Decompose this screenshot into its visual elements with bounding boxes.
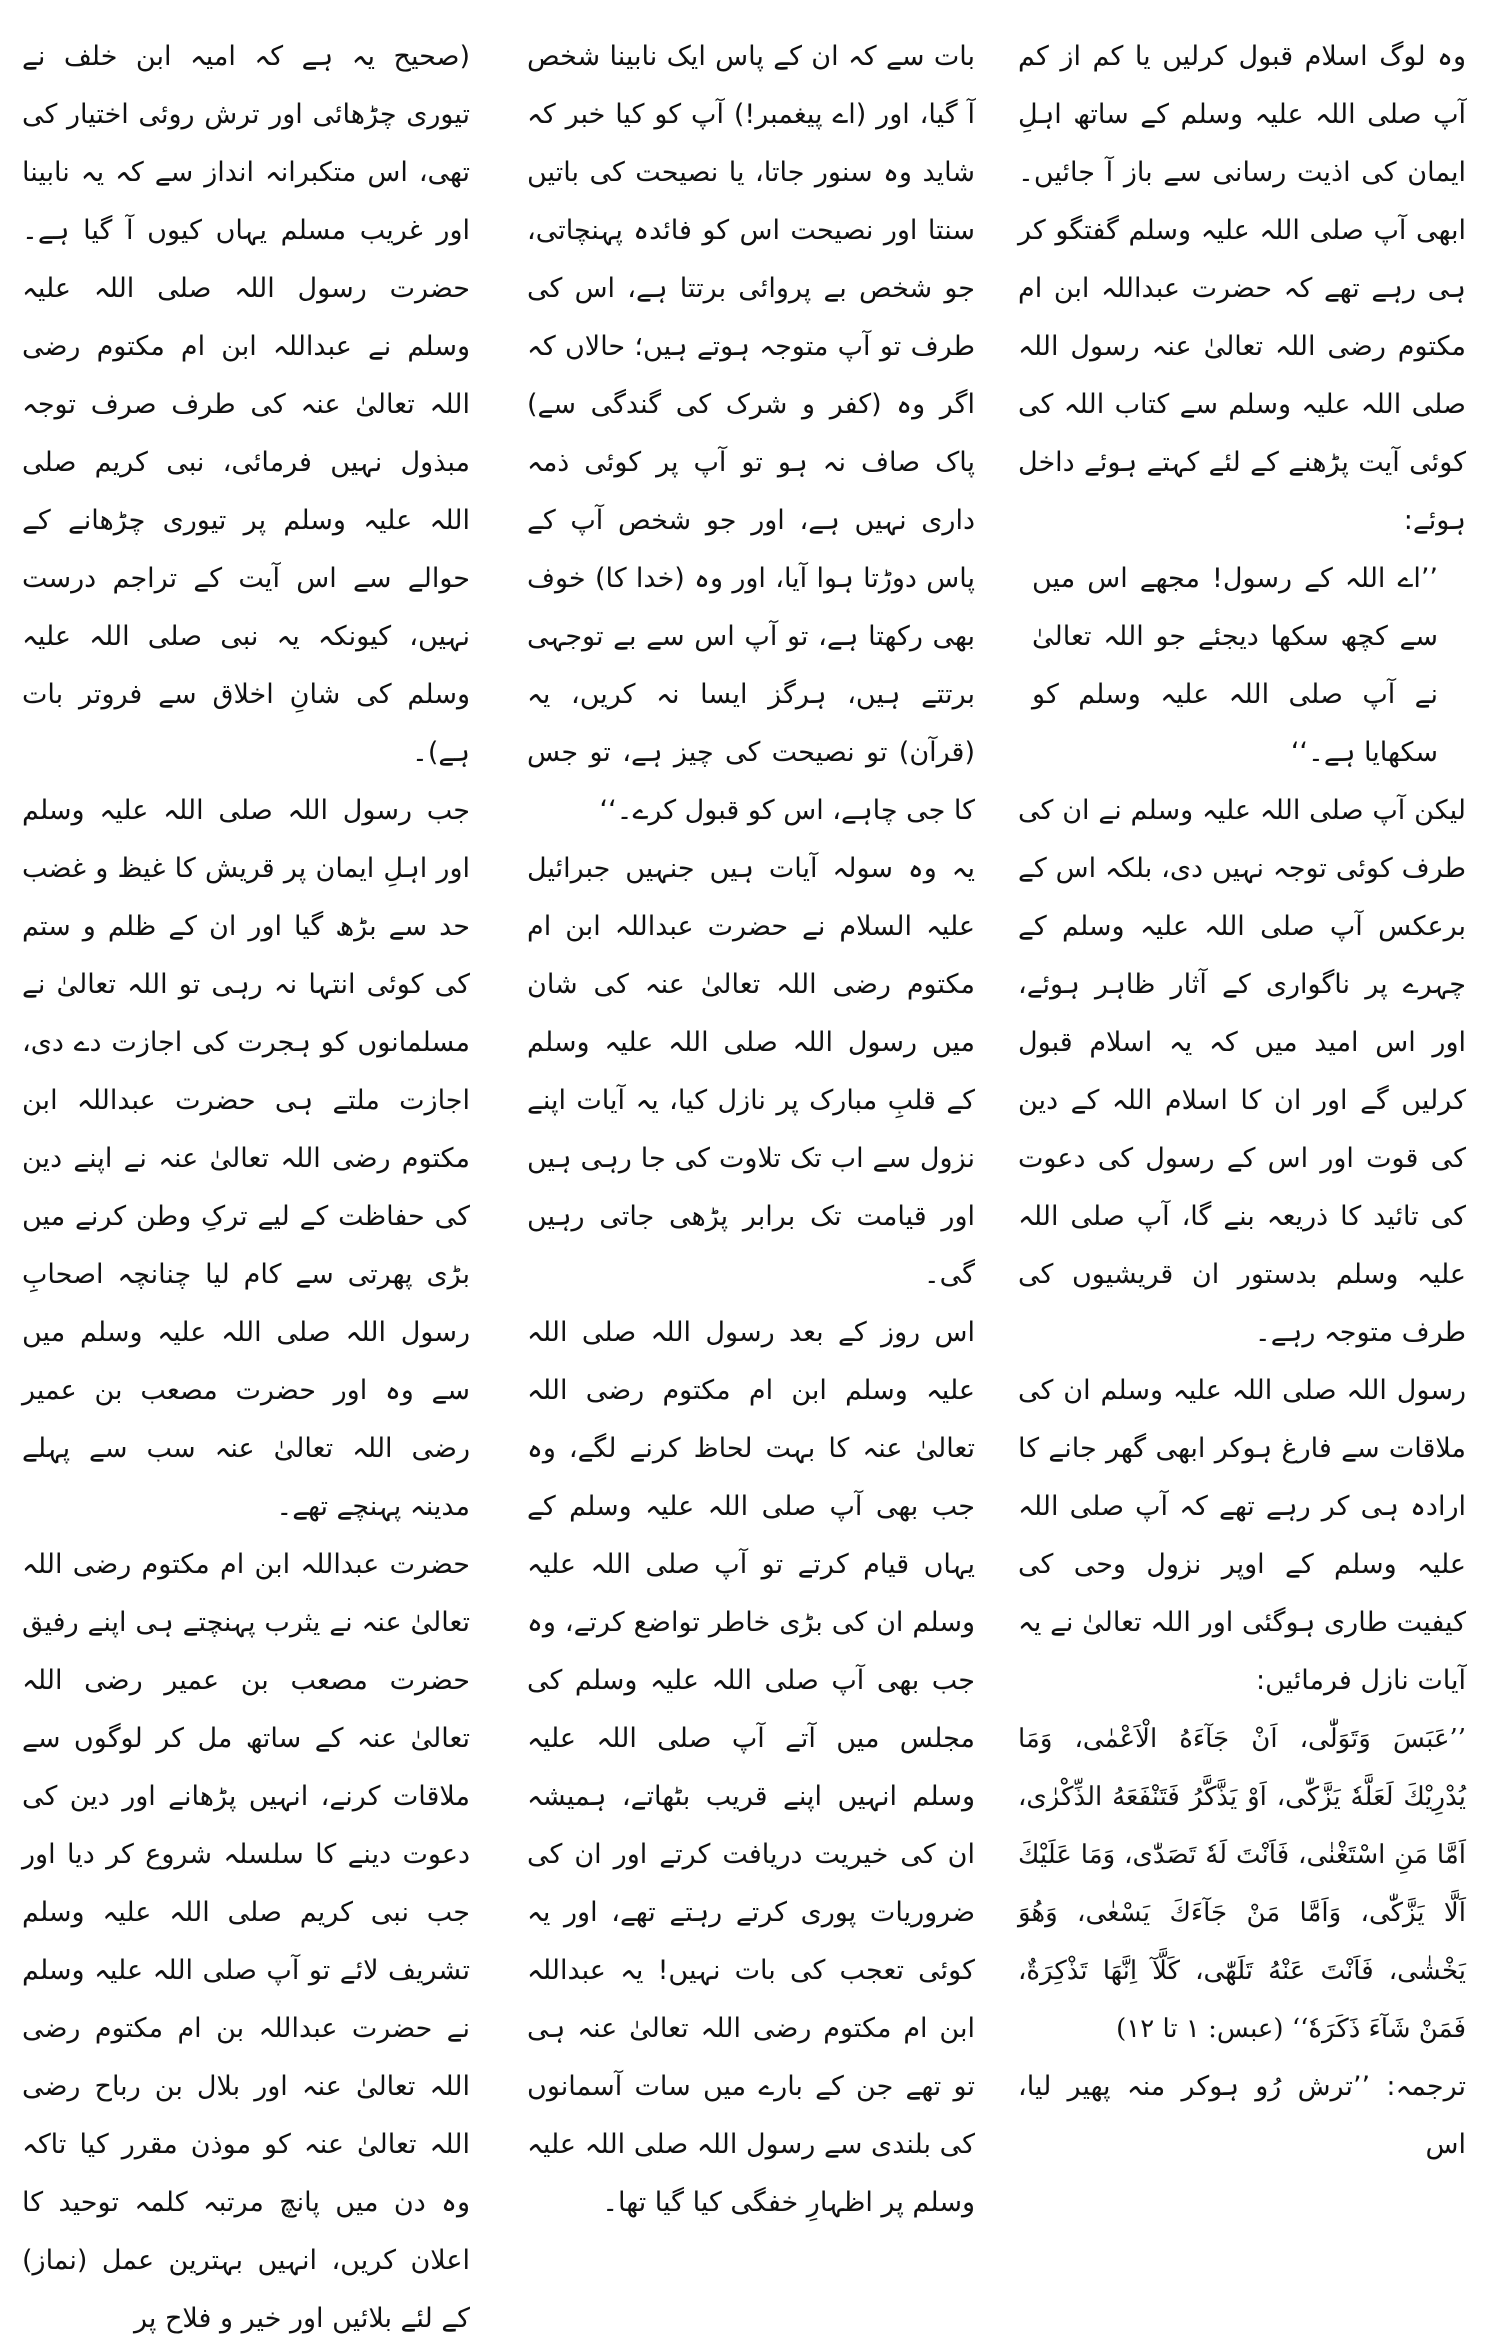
paragraph: یہ وہ سولہ آیات ہیں جنہیں جبرائیل علیہ السلام نے حضرت عبداللہ ابن ام مکتوم رضی اللہ تعالیٰ عنہ کی شان میں رسول اللہ صلی اللہ علیہ وسلم کے قلبِ مبارک پر نازل کیا، یہ آیات اپنے نزول سے اب تک تلاوت کی جا رہی ہیں اور قیامت تک برابر پڑھی جاتی رہیں گی۔	[527, 853, 975, 1290]
paragraph: رسول اللہ صلی اللہ علیہ وسلم ان کی ملاقات سے فارغ ہوکر ابھی گھر جانے کا ارادہ ہی کر رہے تھے کہ آپ صلی اللہ علیہ وسلم کے اوپر نزول وحی کی کیفیت طاری ہوگئی اور اللہ تعالیٰ نے یہ آیات نازل فرمائیں:	[1018, 1375, 1466, 1696]
quran-verses: ’’عَبَسَ وَتَوَلّٰی، اَنْ جَآءَهُ الْاَعْمٰی، وَمَا یُدْرِیْكَ لَعَلَّهٗ یَزَّكّٰی، اَوْ یَذَّكَّرُ فَتَنْفَعَهُ الذِّكْرٰی، اَمَّا مَنِ اسْتَغْنٰی، فَاَنْتَ لَهٗ تَصَدّٰی، وَمَا عَلَیْكَ اَلَّا یَزَّكّٰی، وَاَمَّا مَنْ جَآءَكَ یَسْعٰی، وَهُوَ یَخْشٰی، فَاَنْتَ عَنْهُ تَلَهّٰی، كَلَّآ اِنَّهَا تَذْكِرَةٌ، فَمَنْ شَآءَ ذَكَرَهٗ‘‘ (عبس: ۱ تا ۱۲)	[1018, 1724, 1466, 2044]
text-column-middle	[527, 28, 975, 2218]
paragraph: بات سے کہ ان کے پاس ایک نابینا شخص آ گیا، اور (اے پیغمبر!) آپ کو کیا خبر کہ شاید وہ سنور جاتا، یا نصیحت کی باتیں سنتا اور نصیحت اس کو فائدہ پہنچاتی، جو شخص بے پروائی برتتا ہے، اس کی طرف تو آپ متوجہ ہوتے ہیں؛ حالاں کہ اگر وہ (کفر و شرک کی گندگی سے) پاک صاف نہ ہو تو آپ پر کوئی ذمہ داری نہیں ہے، اور جو شخص آپ کے پاس دوڑتا ہوا آیا، اور وہ (خدا کا) خوف بھی رکھتا ہے، تو آپ اس سے بے توجہی برتتے ہیں، ہرگز ایسا نہ کریں، یہ (قرآن) تو نصیحت کی چیز ہے، تو جس کا جی چاہے، اس کو قبول کرے۔‘‘	[527, 41, 975, 826]
paragraph: حضرت عبداللہ ابن ام مکتوم رضی اللہ تعالیٰ عنہ نے یثرب پہنچتے ہی اپنے رفیق حضرت مصعب بن عمیر رضی اللہ تعالیٰ عنہ کے ساتھ مل کر لوگوں سے ملاقات کرنے، انہیں پڑھانے اور دین کی دعوت دینے کا سلسلہ شروع کر دیا اور جب نبی کریم صلی اللہ علیہ وسلم تشریف لائے تو آپ صلی اللہ علیہ وسلم نے حضرت عبداللہ بن ام مکتوم رضی اللہ تعالیٰ عنہ اور بلال بن رباح رضی اللہ تعالیٰ عنہ کو موذن مقرر کیا تاکہ وہ دن میں پانچ مرتبہ کلمہ توحید کا اعلان کریں، انہیں بہترین عمل (نماز) کے لئے بلائیں اور خیر و فلاح پر	[22, 1549, 470, 2334]
paragraph: جب رسول اللہ صلی اللہ علیہ وسلم اور اہلِ ایمان پر قریش کا غیظ و غضب حد سے بڑھ گیا اور ان کے ظلم و ستم کی کوئی انتہا نہ رہی تو اللہ تعالیٰ نے مسلمانوں کو ہجرت کی اجازت دے دی، اجازت ملتے ہی حضرت عبداللہ ابن مکتوم رضی اللہ تعالیٰ عنہ نے اپنے دین کی حفاظت کے لیے ترکِ وطن کرنے میں بڑی پھرتی سے کام لیا چنانچہ اصحابِ رسول اللہ صلی اللہ علیہ وسلم میں سے وہ اور حضرت مصعب بن عمیر رضی اللہ تعالیٰ عنہ سب سے پہلے مدینہ پہنچے تھے۔	[22, 795, 470, 1522]
paragraph: اس روز کے بعد رسول اللہ صلی اللہ علیہ وسلم ابن ام مکتوم رضی اللہ تعالیٰ عنہ کا بہت لحاظ کرنے لگے، وہ جب بھی آپ صلی اللہ علیہ وسلم کے یہاں قیام کرتے تو آپ صلی اللہ علیہ وسلم ان کی بڑی خاطر تواضع کرتے، وہ جب بھی آپ صلی اللہ علیہ وسلم کی مجلس میں آتے آپ صلی اللہ علیہ وسلم انہیں اپنے قریب بٹھاتے، ہمیشہ ان کی خیریت دریافت کرتے اور ان کی ضروریات پوری کرتے رہتے تھے، اور یہ کوئی تعجب کی بات نہیں! یہ عبداللہ ابن ام مکتوم رضی اللہ تعالیٰ عنہ ہی تو تھے جن کے بارے میں سات آسمانوں کی بلندی سے رسول اللہ صلی اللہ علیہ وسلم پر اظہارِ خفگی کیا گیا تھا۔	[527, 1317, 975, 2218]
column-gutter	[500, 40, 501, 2160]
text-column-left	[22, 28, 470, 2334]
paragraph: وہ لوگ اسلام قبول کرلیں یا کم از کم آپ صلی اللہ علیہ وسلم کے ساتھ اہلِ ایمان کی اذیت رسانی سے باز آ جائیں۔ ابھی آپ صلی اللہ علیہ وسلم گفتگو کر ہی رہے تھے کہ حضرت عبداللہ ابن ام مکتوم رضی اللہ تعالیٰ عنہ رسول اللہ صلی اللہ علیہ وسلم سے کتاب اللہ کی کوئی آیت پڑھنے کے لئے کہتے ہوئے داخل ہوئے:	[1018, 41, 1466, 536]
text-column-right	[1018, 28, 1466, 2178]
quoted-request: ’’اے اللہ کے رسول! مجھے اس میں سے کچھ سکھا دیجئے جو اللہ تعالیٰ نے آپ صلی اللہ علیہ وسلم کو سکھایا ہے۔‘‘	[1032, 563, 1438, 768]
paragraph: (صحیح یہ ہے کہ امیہ ابن خلف نے تیوری چڑھائی اور ترش روئی اختیار کی تھی، اس متکبرانہ انداز سے کہ یہ نابینا اور غریب مسلم یہاں کیوں آ گیا ہے۔ حضرت رسول اللہ صلی اللہ علیہ وسلم نے عبداللہ ابن ام مکتوم رضی اللہ تعالیٰ عنہ کی طرف صرف توجہ مبذول نہیں فرمائی، نبی کریم صلی اللہ علیہ وسلم پر تیوری چڑھانے کے حوالے سے اس آیت کے تراجم درست نہیں، کیونکہ یہ نبی صلی اللہ علیہ وسلم کی شانِ اخلاق سے فروتر بات ہے)۔	[22, 41, 470, 768]
translation-start: ترجمہ: ’’ترش رُو ہوکر منہ پھیر لیا، اس	[1018, 2071, 1466, 2160]
paragraph: لیکن آپ صلی اللہ علیہ وسلم نے ان کی طرف کوئی توجہ نہیں دی، بلکہ اس کے برعکس آپ صلی اللہ علیہ وسلم کے چہرے پر ناگواری کے آثار ظاہر ہوئے، اور اس امید میں کہ یہ اسلام قبول کرلیں گے اور ان کا اسلام اللہ کے دین کی قوت اور اس کے رسول کی دعوت کی تائید کا ذریعہ بنے گا، آپ صلی اللہ علیہ وسلم بدستور ان قریشیوں کی طرف متوجہ رہے۔	[1018, 795, 1466, 1348]
column-gutter	[996, 40, 997, 2160]
